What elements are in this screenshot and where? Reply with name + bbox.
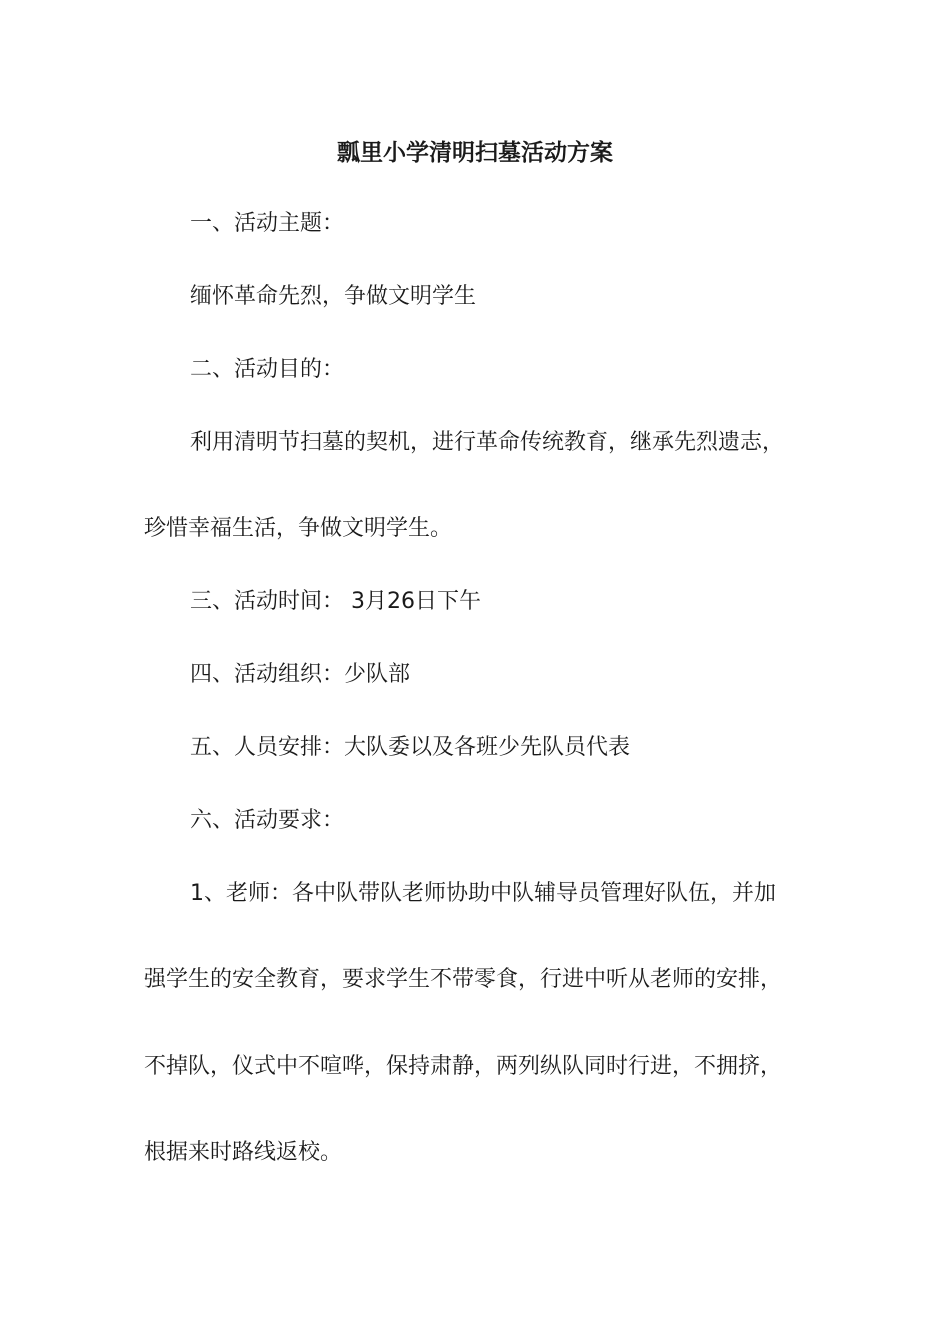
theme-text: 缅怀革命先烈，争做文明学生 bbox=[190, 284, 477, 309]
section-personnel: 五、人员安排：大队委以及各班少先队员代表 bbox=[190, 735, 631, 760]
requirement-1-line-2: 强学生的安全教育，要求学生不带零食，行进中听从老师的安排， bbox=[144, 967, 783, 992]
requirement-1-line-4: 根据来时路线返校。 bbox=[144, 1140, 343, 1165]
section-heading-theme: 一、活动主题： bbox=[190, 211, 345, 236]
purpose-text-line-1: 利用清明节扫墓的契机，进行革命传统教育，继承先烈遗志， bbox=[190, 430, 785, 455]
section-heading-requirements: 六、活动要求： bbox=[190, 808, 345, 833]
document-title: 瓢里小学清明扫墓活动方案 bbox=[337, 140, 613, 166]
section-time: 三、活动时间： 3月26日下午 bbox=[190, 589, 481, 614]
section-organizer: 四、活动组织：少队部 bbox=[190, 662, 411, 687]
requirement-1-line-1: 1、老师：各中队带队老师协助中队辅导员管理好队伍，并加 bbox=[190, 881, 776, 906]
section-heading-purpose: 二、活动目的： bbox=[190, 357, 345, 382]
purpose-text-line-2: 珍惜幸福生活，争做文明学生。 bbox=[144, 516, 453, 541]
requirement-1-line-3: 不掉队，仪式中不喧哗，保持肃静，两列纵队同时行进，不拥挤， bbox=[144, 1054, 783, 1079]
